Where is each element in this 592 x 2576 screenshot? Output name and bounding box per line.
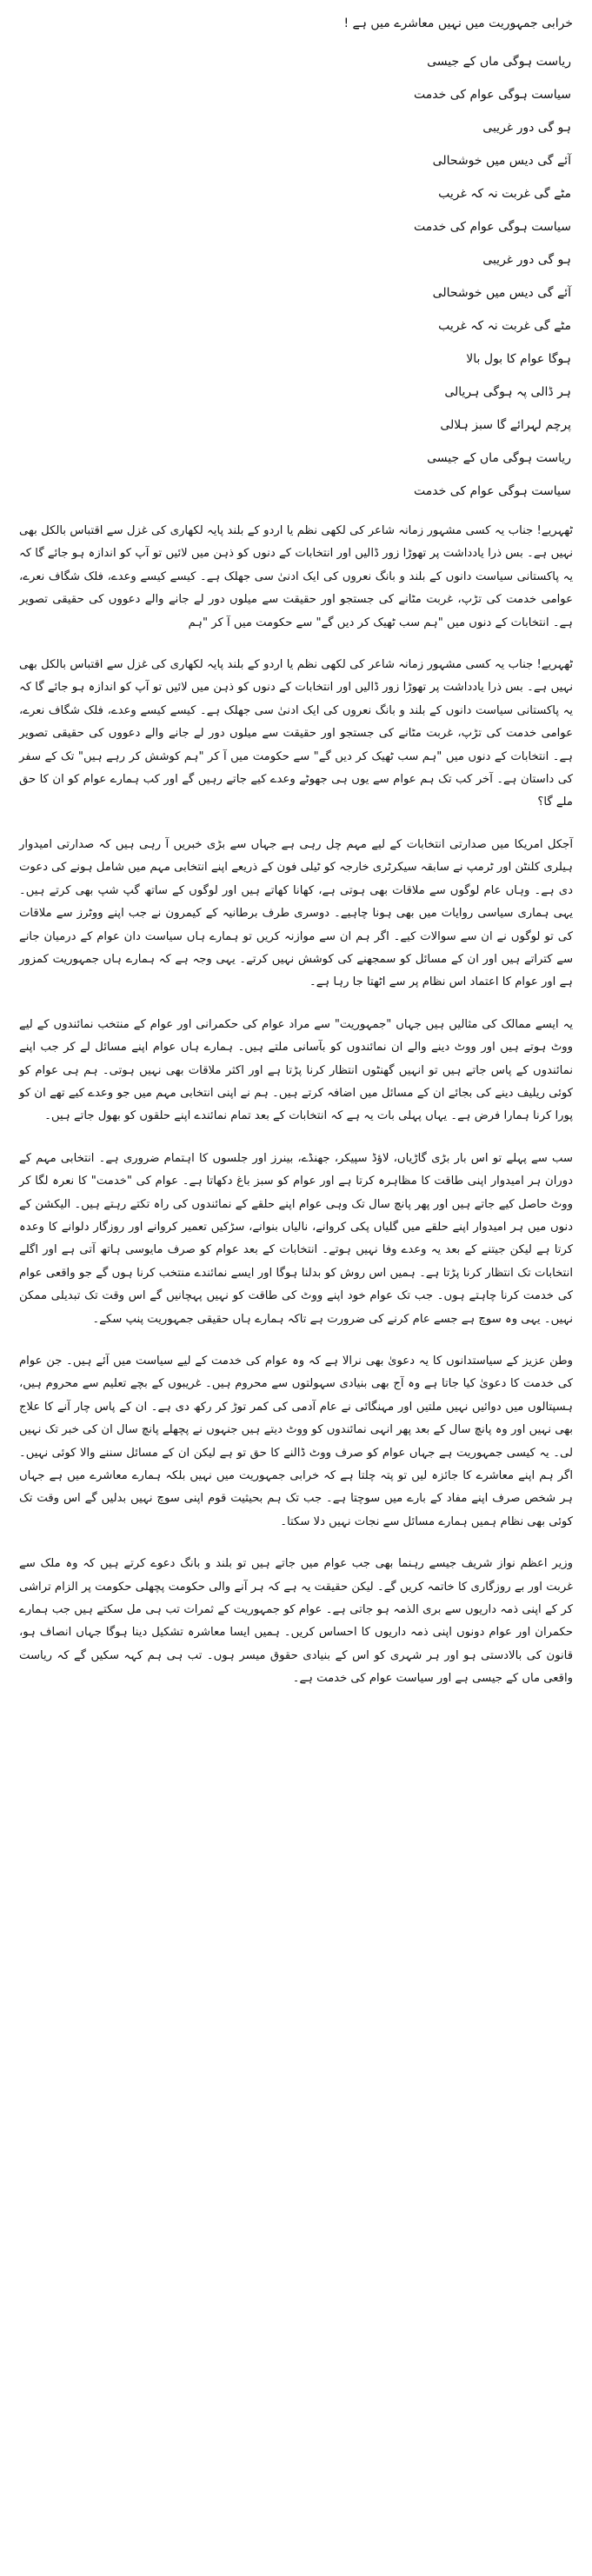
poem-line: ہو گی دور غریبی [482,253,571,267]
paragraph: ٹھہریے! جناب یہ کسی مشہور زمانہ شاعر کی لکھی نظم یا اردو کے بلند پایہ لکھاری کی غزل سے اقتباس بالکل بھی نہیں ہے۔ بس ذرا یادداشت پر تھوڑا زور ڈالیں اور انتخابات کے دنوں کو ذہن میں لائیں تو آپ کو اندازہ ہو جائے گا کہ یہ پاکستانی سیاست دانوں کے بلند و بانگ نعروں کی ایک ادنیٰ سی جھلک ہے۔ کیسے کیسے وعدے، فلک شگاف نعرے، عوامی خدمت کی تڑپ، غربت مٹانے کی جستجو اور حقیقت سے میلوں دور لے جانے والے دعووں کی حقیقی تصویر ہے۔ انتخابات کے دنوں میں "ہم سب ٹھیک کر دیں گے" سے حکومت میں آ کر "ہم [19,524,573,629]
article-title: خرابی جمہوریت میں نہیں معاشرے میں ہے ! [343,17,573,30]
paragraph: یہ ایسے ممالک کی مثالیں ہیں جہاں "جمہوریت" سے مراد عوام کی حکمرانی اور عوام کے منتخب نمائندوں کے لیے ووٹ ہوتے ہیں اور ووٹ دینے والے ان نمائندوں کو بآسانی ملتے ہیں۔ ہمارے ہاں عوام اپنے مسائل لے کر جب اپنے نمائندوں کے پاس جاتے ہیں تو انہیں گھنٹوں انتظار کرنا پڑتا ہے اور اکثر ملاقات بھی نہیں ہوتی۔ ہم ہی عوام کو کوئی ریلیف دینے کی بجائے ان کے مسائل میں اضافہ کرتے ہیں۔ ہم نے اپنی انتخابی مہم میں جو وعدے کیے تھے ان کو پورا کرنا ہمارا فرض ہے۔ یہاں پہلی بات یہ ہے کہ انتخابات کے بعد تمام نمائندے اپنے حلقوں کو بھول جاتے ہیں۔ [19,1017,573,1123]
poem-line: آئے گی دیس میں خوشحالی [432,286,571,300]
poem-line: آئے گی دیس میں خوشحالی [432,154,571,168]
paragraph: وزیر اعظم نواز شریف جیسے رہنما بھی جب عوام میں جاتے ہیں تو بلند و بانگ دعوے کرتے ہیں کہ وہ ملک سے غربت اور بے روزگاری کا خاتمہ کریں گے۔ لیکن حقیقت یہ ہے کہ ہر آنے والی حکومت پچھلی حکومت پر الزام تراشی کر کے اپنی ذمہ داریوں سے بری الذمہ ہو جاتی ہے۔ عوام کو جمہوریت کے ثمرات تب ہی مل سکتے ہیں جب ہمارے حکمران اور عوام دونوں اپنی ذمہ داریوں کا احساس کریں۔ ہمیں ایسا معاشرہ تشکیل دینا ہوگا جہاں انصاف ہو، قانون کی بالادستی ہو اور ہر شہری کو اس کے بنیادی حقوق میسر ہوں۔ تب ہی ہم کہہ سکیں گے کہ ریاست واقعی ماں کے جیسی ہے اور سیاست عوام کی خدمت ہے۔ [19,1557,573,1686]
poem-line: ہوگا عوام کا بول بالا [466,352,571,366]
poem-line: ریاست ہوگی ماں کے جیسی [427,55,571,69]
paragraph: سب سے پہلے تو اس بار بڑی گاڑیاں، لاؤڈ سپیکر، جھنڈے، بینرز اور جلسوں کا اہتمام ضروری ہے۔ انتخابی مہم کے دوران ہر امیدوار اپنی طاقت کا مظاہرہ کرتا ہے اور عوام کو سبز باغ دکھاتا ہے۔ عوام کی "خدمت" کا نعرہ لگا کر ووٹ حاصل کیے جاتے ہیں اور پھر پانچ سال تک وہی عوام اپنے حلقے کے نمائندوں کی راہ تکتے رہتے ہیں۔ الیکشن کے دنوں میں ہر امیدوار اپنے حلقے میں گلیاں پکی کروانے، نالیاں بنوانے، سڑکیں تعمیر کروانے اور روزگار دلوانے کا وعدہ کرتا ہے لیکن جیتنے کے بعد یہ وعدے وفا نہیں ہوتے۔ انتخابات کے بعد عوام کو صرف مایوسی ہاتھ آتی ہے اور اگلے انتخابات تک انتظار کرنا پڑتا ہے۔ ہمیں اس روش کو بدلنا ہوگا اور ایسے نمائندے منتخب کرنا ہوں گے جو واقعی عوام کی خدمت کرنا چاہتے ہوں۔ جب تک عوام خود اپنے ووٹ کی طاقت کو نہیں پہچانیں گے اس وقت تک تبدیلی ممکن نہیں۔ یہی وہ سوچ ہے جسے عام کرنے کی ضرورت ہے تاکہ ہمارے ہاں حقیقی جمہوریت پنپ سکے۔ [19,1151,573,1326]
poem-line: سیاست ہوگی عوام کی خدمت [414,88,571,102]
poem-line: ہو گی دور غریبی [482,121,571,135]
paragraph: آجکل امریکا میں صدارتی انتخابات کے لیے مہم چل رہی ہے جہاں سے بڑی خبریں آ رہی ہیں کہ صدارتی امیدوار ہیلری کلنٹن اور ٹرمپ نے سابقہ سیکرٹری خارجہ کو ٹیلی فون کے ذریعے اپنے انتخابی مہم میں شامل ہونے کی دعوت دی ہے۔ وہاں عام لوگوں سے ملاقات بھی ہوتی ہے، کھانا کھاتے ہیں اور لوگوں کے ساتھ گپ شپ بھی کرتے ہیں۔ یہی ہماری سیاسی روایات میں بھی ہونا چاہیے۔ دوسری طرف برطانیہ کے کیمرون نے جب اپنے ووٹرز سے ملاقات کی تو لوگوں نے ان سے سوالات کیے۔ اگر ہم ان سے موازنہ کریں تو ہمارے ہاں سیاست دان عوام کے درمیان جانے سے کتراتے ہیں اور ان کے مسائل کو سمجھنے کی کوشش نہیں کرتے۔ یہی وجہ ہے کہ ہمارے ہاں جمہوریت کمزور ہے اور عوام کا اعتماد اس نظام پر سے اٹھتا جا رہا ہے۔ [19,837,573,989]
poem-line: پرچم لہرائے گا سبز ہلالی [440,418,571,432]
paragraph: ٹھہریے! جناب یہ کسی مشہور زمانہ شاعر کی لکھی نظم یا اردو کے بلند پایہ لکھاری کی غزل سے اقتباس بالکل بھی نہیں ہے۔ بس ذرا یادداشت پر تھوڑا زور ڈالیں اور انتخابات کے دنوں کو ذہن میں لائیں تو آپ کو اندازہ ہو جائے گا کہ یہ پاکستانی سیاست دانوں کے بلند و بانگ نعروں کی ایک ادنیٰ سی جھلک ہے۔ کیسے کیسے وعدے، فلک شگاف نعرے، عوامی خدمت کی تڑپ، غربت مٹانے کی جستجو اور حقیقت سے میلوں دور لے جانے والے دعووں کی حقیقی تصویر ہے۔ انتخابات کے دنوں میں "ہم سب ٹھیک کر دیں گے" سے حکومت میں آ کر "ہم کوشش کر رہے ہیں" تک کے سفر کی داستان ہے۔ آخر کب تک ہم عوام سے یوں ہی جھوٹے وعدے کیے جاتے رہیں گے اور کب ہمارے عوام کو ان کا حق ملے گا؟ [19,658,573,809]
poem-line: مٹے گی غربت نہ کہ غریب [438,319,571,333]
poem-line: سیاست ہوگی عوام کی خدمت [414,484,571,498]
poem-line: سیاست ہوگی عوام کی خدمت [414,220,571,234]
paragraph: وطن عزیز کے سیاستدانوں کا یہ دعویٰ بھی نرالا ہے کہ وہ عوام کی خدمت کے لیے سیاست میں آئے ہیں۔ جن عوام کی خدمت کا دعویٰ کیا جاتا ہے وہ آج بھی بنیادی سہولتوں سے محروم ہیں۔ غریبوں کے بچے تعلیم سے محروم ہیں، ہسپتالوں میں دوائیں نہیں ملتیں اور مہنگائی نے عام آدمی کی کمر توڑ کر رکھ دی ہے۔ ان کے پاس چار آنے کا علاج بھی نہیں اور وہ پانچ سال کے بعد پھر انہی نمائندوں کو ووٹ دیتے ہیں جنہوں نے پچھلے پانچ سال ان کی خبر تک نہیں لی۔ یہ کیسی جمہوریت ہے جہاں عوام کو صرف ووٹ ڈالنے کا حق تو ہے لیکن ان کے مسائل سننے والا کوئی نہیں۔ اگر ہم اپنے معاشرے کا جائزہ لیں تو پتہ چلتا ہے کہ خرابی جمہوریت میں نہیں بلکہ ہمارے معاشرے میں ہے جہاں ہر شخص صرف اپنے مفاد کے بارے میں سوچتا ہے۔ جب تک ہم بحیثیت قوم اپنی سوچ نہیں بدلیں گے اس وقت تک کوئی بھی نظام ہمیں ہمارے مسائل سے نجات نہیں دلا سکتا۔ [19,1355,573,1528]
poem-line: ریاست ہوگی ماں کے جیسی [427,451,571,465]
poem [19,49,573,511]
poem-line: مٹے گی غربت نہ کہ غریب [438,187,571,201]
poem-line: ہر ڈالی پہ ہوگی ہریالی [444,385,571,399]
